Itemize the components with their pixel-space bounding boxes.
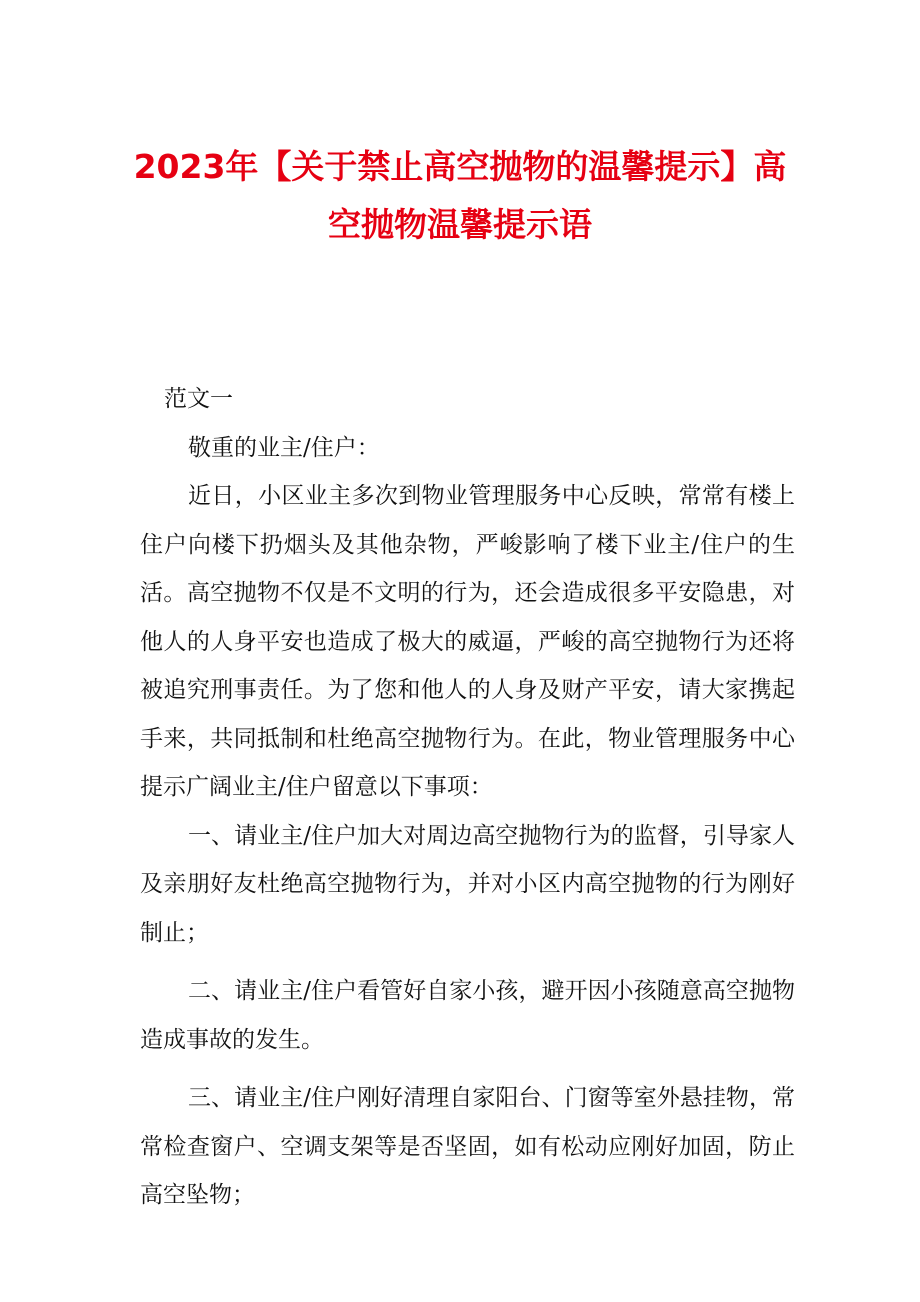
salutation: 敬重的业主/住户： <box>188 434 380 461</box>
document-body <box>140 375 795 1220</box>
paragraph-item-3: 三、请业主/住户刚好清理自家阳台、门窗等室外悬挂物，常常检查窗户、空调支架等是否坚固，如有松动应刚好加固，防止高空坠物； <box>140 1085 795 1208</box>
paragraph-intro: 近日，小区业主多次到物业管理服务中心反映，常常有楼上住户向楼下扔烟头及其他杂物，严峻影响了楼下业主/住户的生活。高空抛物不仅是不文明的行为，还会造成很多平安隐患，对他人的人身平安也造成了极大的威逼，严峻的高空抛物行为还将被追究刑事责任。为了您和他人的人身及财产平安，请大家携起手来，共同抵制和杜绝高空抛物行为。在此，物业管理服务中心提示广阔业主/住户留意以下事项： <box>140 483 795 800</box>
paragraph-item-1: 一、请业主/住户加大对周边高空抛物行为的监督，引导家人及亲朋好友杜绝高空抛物行为，并对小区内高空抛物的行为刚好制止； <box>140 822 795 946</box>
title-line-1: 2023年【关于禁止高空抛物的温馨提示】高 <box>133 147 787 186</box>
document-title <box>120 138 800 254</box>
paragraph-item-2: 二、请业主/住户看管好自家小孩，避开因小孩随意高空抛物造成事故的发生。 <box>140 978 795 1053</box>
title-line-2: 空抛物温馨提示语 <box>328 205 592 244</box>
section-label: 范文一 <box>164 386 233 412</box>
